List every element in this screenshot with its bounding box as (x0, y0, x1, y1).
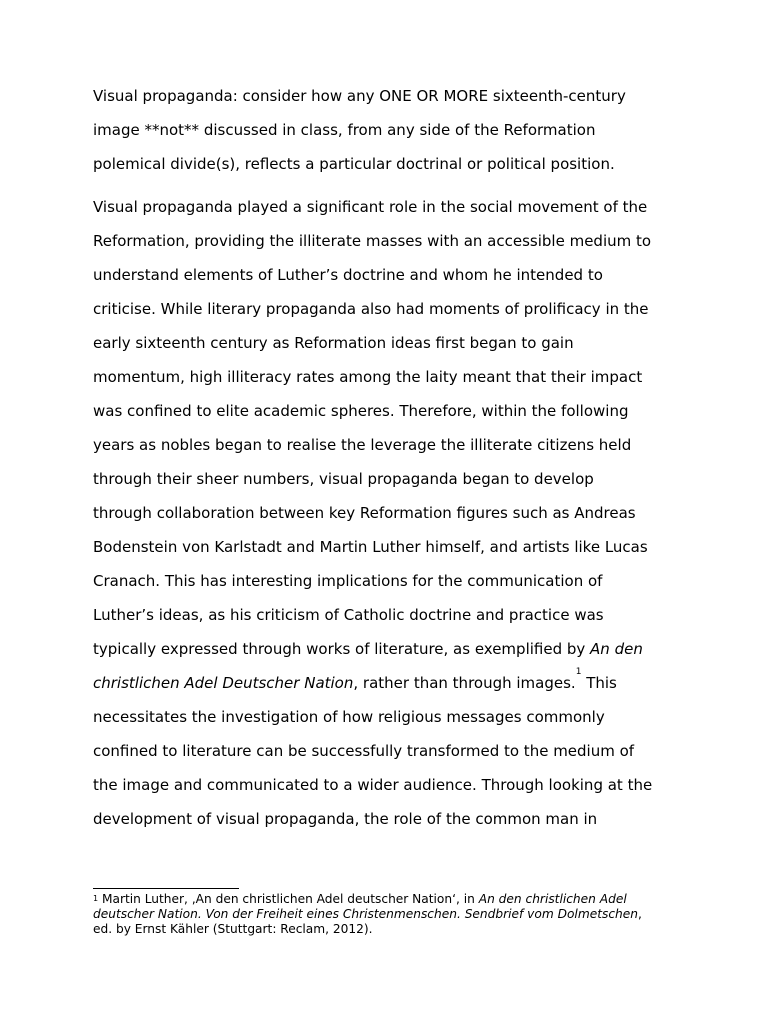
body-line: necessitates the investigation of how religious messages commonly (93, 708, 605, 726)
book-title-italic: christlichen Adel Deutscher Nation (93, 674, 354, 692)
body-line: understand elements of Luther’s doctrine and whom he intended to (93, 266, 603, 284)
body-text: This (581, 674, 617, 692)
body-line: early sixteenth century as Reformation ideas first began to gain (93, 334, 574, 352)
body-line: criticise. While literary propaganda also had moments of prolificacy in the (93, 300, 649, 318)
footnote (93, 892, 642, 937)
body-line: Bodenstein von Karlstadt and Martin Luther himself, and artists like Lucas (93, 538, 648, 556)
footnote-line (93, 907, 642, 922)
body-line (93, 666, 652, 700)
body-line: Luther’s ideas, as his criticism of Catholic doctrine and practice was (93, 606, 604, 624)
footnote-divider (93, 888, 239, 889)
footnote-mark: 1 (93, 894, 99, 903)
body-line: Visual propaganda played a significant role in the social movement of the (93, 198, 648, 216)
body-line: was confined to elite academic spheres. Therefore, within the following (93, 402, 629, 420)
body-line: Cranach. This has interesting implications for the communication of (93, 572, 603, 590)
footnote-title-italic: An den christlichen Adel (478, 892, 627, 906)
body-line: Reformation, providing the illiterate masses with an accessible medium to (93, 232, 652, 250)
body-line: development of visual propaganda, the role of the common man in (93, 810, 598, 828)
essay-question (93, 79, 626, 181)
body-line: confined to literature can be successfully transformed to the medium of (93, 742, 635, 760)
question-line: image **not** discussed in class, from any side of the Reformation (93, 121, 596, 139)
footnote-text: , (637, 907, 642, 921)
footnote-reference[interactable]: 1 (575, 667, 582, 677)
footnote-text: Martin Luther, ‚An den christlichen Adel deutscher Nation‘, in (98, 892, 479, 906)
body-line: through their sheer numbers, visual propaganda began to develop (93, 470, 594, 488)
body-line (93, 632, 652, 666)
body-line: through collaboration between key Reformation figures such as Andreas (93, 504, 636, 522)
question-line: polemical divide(s), reflects a particular doctrinal or political position. (93, 155, 615, 173)
footnote-line: ed. by Ernst Kähler (Stuttgart: Reclam, 2012). (93, 922, 373, 936)
body-line: years as nobles began to realise the leverage the illiterate citizens held (93, 436, 632, 454)
book-title-italic: An den (590, 640, 643, 658)
footnote-title-italic: deutscher Nation. Von der Freiheit eines Christenmenschen. Sendbrief vom Dolmetschen (93, 907, 638, 921)
body-line: the image and communicated to a wider audience. Through looking at the (93, 776, 653, 794)
body-line: momentum, high illiteracy rates among the laity meant that their impact (93, 368, 643, 386)
question-line: Visual propaganda: consider how any ONE OR MORE sixteenth-century (93, 87, 626, 105)
body-text: typically expressed through works of literature, as exemplified by (93, 640, 591, 658)
body-paragraph (93, 190, 652, 836)
body-text: , rather than through images. (353, 674, 576, 692)
document-page (93, 0, 683, 1024)
footnote-line (93, 892, 642, 907)
